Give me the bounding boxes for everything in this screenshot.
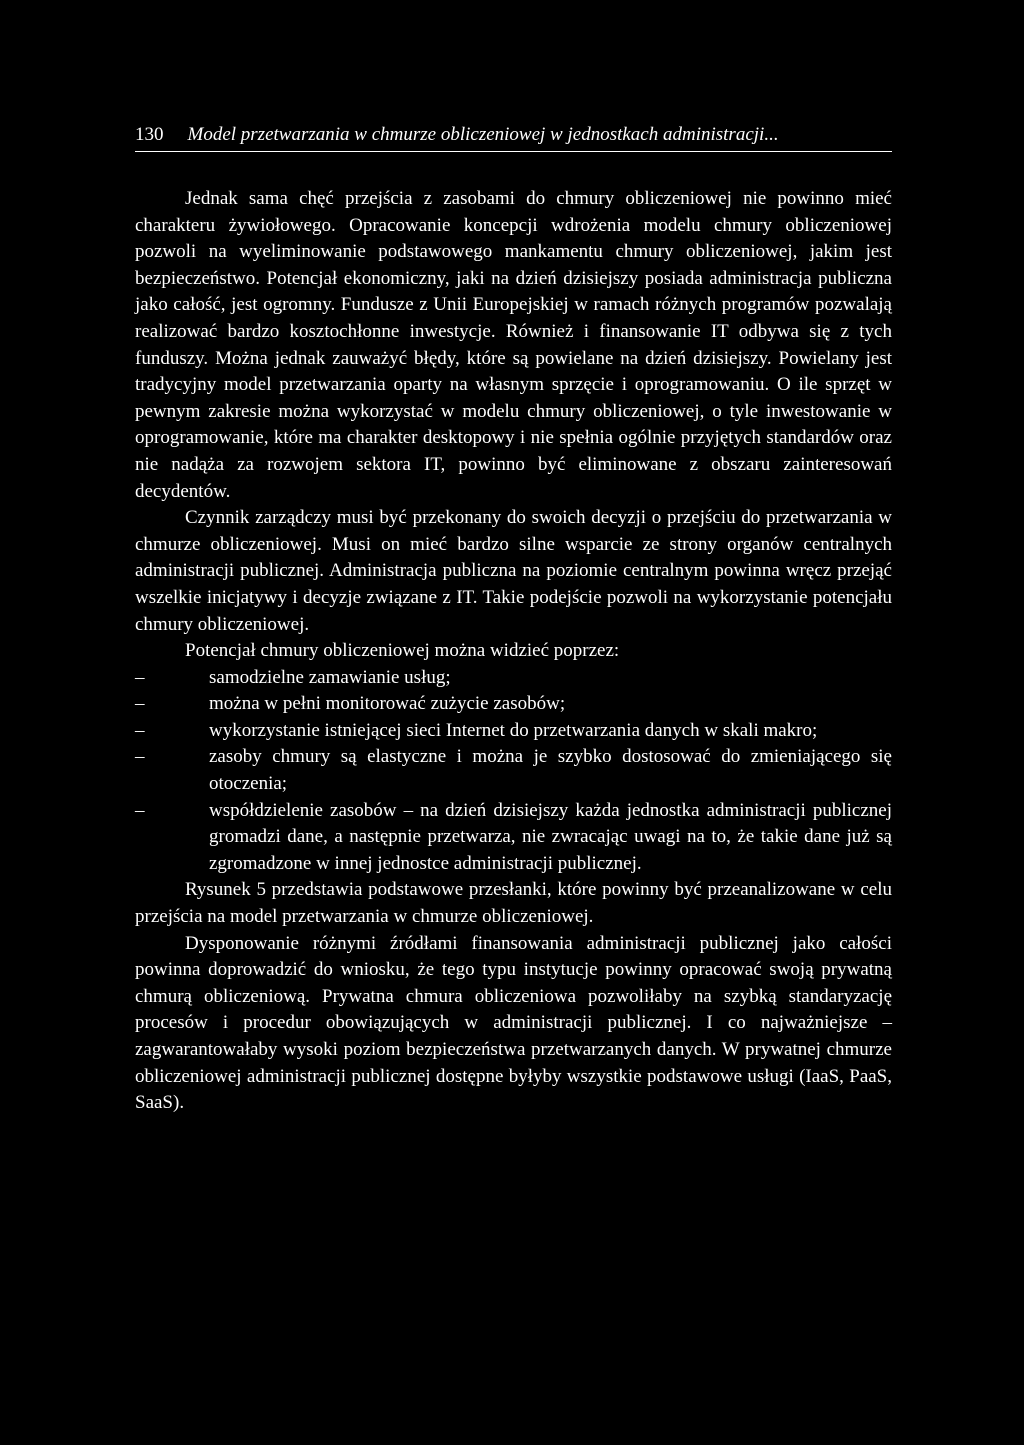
list-item: [135, 718, 892, 745]
paragraph-3: Potencjał chmury obliczeniowej można widzieć poprzez:: [185, 640, 620, 662]
list-item: [135, 798, 892, 878]
page-number: 130: [135, 124, 164, 145]
body-text: [135, 186, 892, 1117]
list-item-text: można w pełni monitorować zużycie zasobów;: [209, 693, 566, 715]
paragraph-1: Jednak sama chęć przejścia z zasobami do chmury obliczeniowej nie powinno mieć charakteru żywiołowego. Opracowanie koncepcji wdrożenia modelu chmury obliczeniowej pozwoli na wyeliminowanie podstawowego mankamentu chmury obliczeniowej, jakim jest bezpieczeństwo. Potencjał ekonomiczny, jaki na dzień dzisiejszy posiada administracja publiczna jako całość, jest ogromny. Fundusze z Unii Europejskiej w ramach różnych programów pozwalają realizować bardzo kosztochłonne inwestycje. Również i finansowanie IT odbywa się z tych funduszy. Można jednak zauważyć błędy, które są powielane na dzień dzisiejszy. Powielany jest tradycyjny model przetwarzania oparty na własnym sprzęcie i oprogramowaniu. O ile sprzęt w pewnym zakresie można wykorzystać w modelu chmury obliczeniowej, o tyle inwestowanie w oprogramowanie, które ma charakter desktopowy i nie spełnia ogólnie przyjętych standardów oraz nie nadąża za rozwojem sektora IT, powinno być eliminowane z obszaru zainteresowań decydentów.: [135, 188, 892, 502]
running-header-title: Model przetwarzania w chmurze obliczeniowej w jednostkach administracji...: [187, 124, 779, 145]
dash-marker: –: [135, 746, 145, 768]
dash-marker: –: [135, 693, 145, 715]
bullet-list: [135, 665, 892, 878]
dash-marker: –: [135, 799, 145, 821]
list-item: [135, 665, 892, 692]
paragraph-5: Dysponowanie różnymi źródłami finansowania administracji publicznej jako całości powinna doprowadzić do wniosku, że tego typu instytucje powinny opracować swoją prywatną chmurą obliczeniową. Prywatna chmura obliczeniowa pozwoliłaby na szybką standaryzację procesów i procedur obowiązujących w administracji publicznej. I co najważniejsze – zagwarantowałaby wysoki poziom bezpieczeństwa przetwarzanych danych. W prywatnej chmurze obliczeniowej administracji publicznej dostępne byłyby wszystkie podstawowe usługi (IaaS, PaaS, SaaS).: [135, 932, 892, 1114]
list-item-text: współdzielenie zasobów – na dzień dzisiejszy każda jednostka administracji publicznej gromadzi dane, a następnie przetwarza, nie zwracając uwagi na to, że takie dane już są zgromadzone w innej jednostce administracji publicznej.: [209, 799, 892, 874]
list-item: [135, 744, 892, 797]
dash-marker: –: [135, 719, 145, 741]
list-item-text: samodzielne zamawianie usług;: [209, 666, 451, 688]
dash-marker: –: [135, 666, 145, 688]
list-item-text: zasoby chmury są elastyczne i można je szybko dostosować do zmieniającego się otoczenia;: [209, 746, 892, 795]
running-header: [135, 122, 892, 152]
list-item-text: wykorzystanie istniejącej sieci Internet do przetwarzania danych w skali makro;: [209, 719, 818, 741]
paragraph-4: Rysunek 5 przedstawia podstawowe przesłanki, które powinny być przeanalizowane w celu przejścia na model przetwarzania w chmurze obliczeniowej.: [135, 879, 892, 928]
list-item: [135, 691, 892, 718]
book-page: [135, 122, 892, 1117]
paragraph-2: Czynnik zarządczy musi być przekonany do swoich decyzji o przejściu do przetwarzania w chmurze obliczeniowej. Musi on mieć bardzo silne wsparcie ze strony organów centralnych administracji publicznej. Administracja publiczna na poziomie centralnym powinna wręcz przejąć wszelkie inicjatywy i decyzje związane z IT. Takie podejście pozwoli na wykorzystanie potencjału chmury obliczeniowej.: [135, 507, 892, 635]
